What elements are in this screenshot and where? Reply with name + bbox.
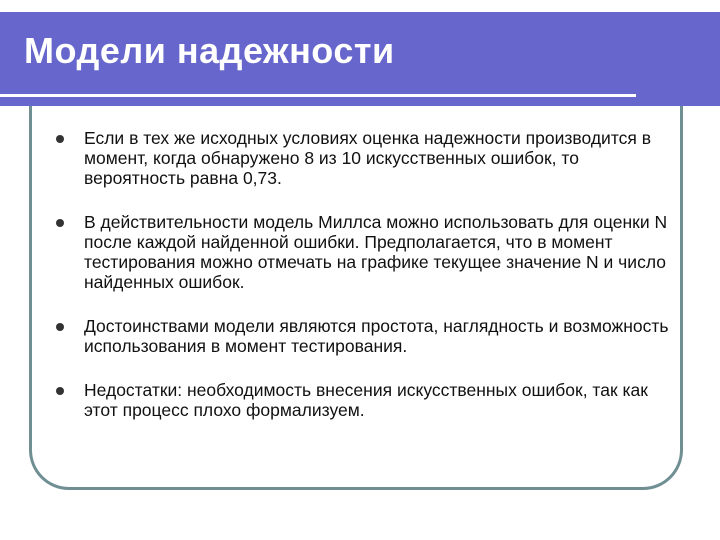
title-underline: [0, 94, 636, 97]
bullet-item: [50, 212, 670, 292]
slide-title: Модели надежности: [24, 30, 395, 71]
bullet-item: [50, 316, 670, 356]
bullet-dot-icon: [56, 387, 64, 395]
bullet-item: [50, 128, 670, 188]
bullet-text: Достоинствами модели являются простота, наглядность и возможность использования в момент тестирования.: [84, 316, 669, 356]
bullet-text: Если в тех же исходных условиях оценка надежности производится в момент, когда обнаружено 8 из 10 искусственных ошибок, то вероятность равна 0,73.: [84, 128, 652, 188]
bullet-text: Недостатки: необходимость внесения искусственных ошибок, так как этот процесс плохо формализуем.: [84, 380, 648, 420]
bullet-dot-icon: [56, 323, 64, 331]
bullet-dot-icon: [56, 135, 64, 143]
bullet-item: [50, 380, 670, 420]
bullet-dot-icon: [56, 219, 64, 227]
bullet-list: [50, 128, 670, 444]
bullet-text: В действительности модель Миллса можно использовать для оценки N после каждой найденной ошибки. Предполагается, что в момент тестирования можно отмечать на графике текущее значение N и число найденных ошибок.: [84, 212, 668, 292]
